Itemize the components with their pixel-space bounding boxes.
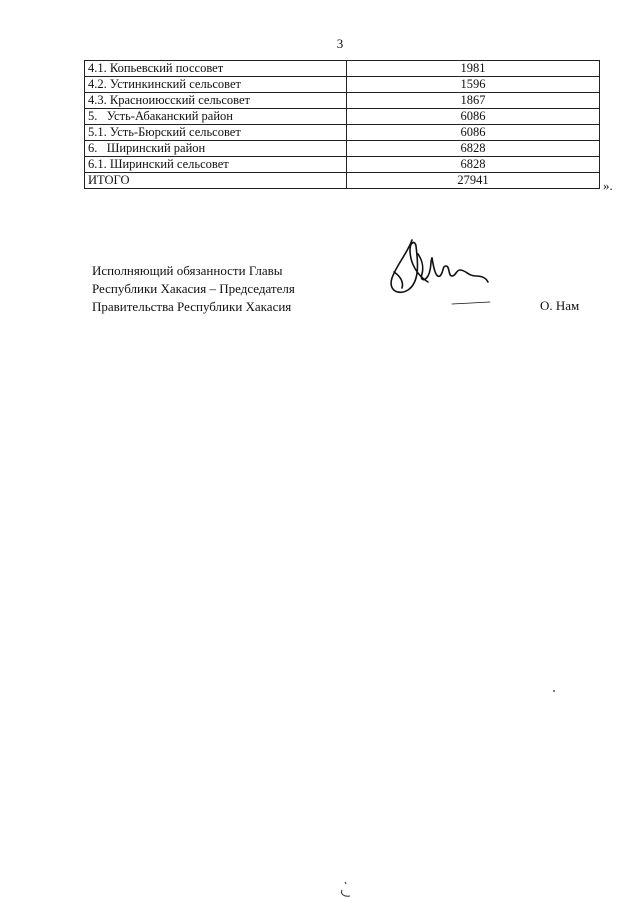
- signer-name: О. Нам: [540, 298, 580, 313]
- allocation-table: [84, 60, 600, 189]
- table-row: [85, 77, 600, 93]
- closing-quote: ».: [603, 178, 613, 193]
- signatory-title-line: Исполняющий обязанности Главы: [92, 263, 283, 278]
- table-row: [85, 61, 600, 77]
- row-value: 6086: [347, 109, 600, 125]
- row-value: 6828: [347, 141, 600, 157]
- row-name: 4.1. Копьевский поссовет: [85, 61, 347, 77]
- table-row: [85, 125, 600, 141]
- signatory-title-line: Республики Хакасия – Председателя: [92, 281, 295, 296]
- row-name: 6. Ширинский район: [85, 141, 347, 157]
- row-name: 6.1. Ширинский сельсовет: [85, 157, 347, 173]
- row-value: 1867: [347, 93, 600, 109]
- row-value: 1596: [347, 77, 600, 93]
- table-row: [85, 141, 600, 157]
- row-name: 5.1. Усть-Бюрский сельсовет: [85, 125, 347, 141]
- scan-speck: [553, 690, 555, 692]
- scan-mark-icon: [336, 880, 356, 900]
- table-row: [85, 109, 600, 125]
- table-row: [85, 157, 600, 173]
- signatory-title-line: Правительства Республики Хакасия: [92, 299, 292, 314]
- row-name: 4.3. Красноиюсский сельсовет: [85, 93, 347, 109]
- handwritten-signature-icon: [382, 232, 494, 312]
- row-name: 4.2. Устинкинский сельсовет: [85, 77, 347, 93]
- total-value: 27941: [347, 173, 600, 189]
- page-number: 3: [336, 36, 344, 51]
- table-row-total: [85, 173, 600, 189]
- total-label: ИТОГО: [85, 173, 347, 189]
- row-name: 5. Усть-Абаканский район: [85, 109, 347, 125]
- table-row: [85, 93, 600, 109]
- signatory-title: [92, 262, 295, 316]
- row-value: 1981: [347, 61, 600, 77]
- row-value: 6828: [347, 157, 600, 173]
- row-value: 6086: [347, 125, 600, 141]
